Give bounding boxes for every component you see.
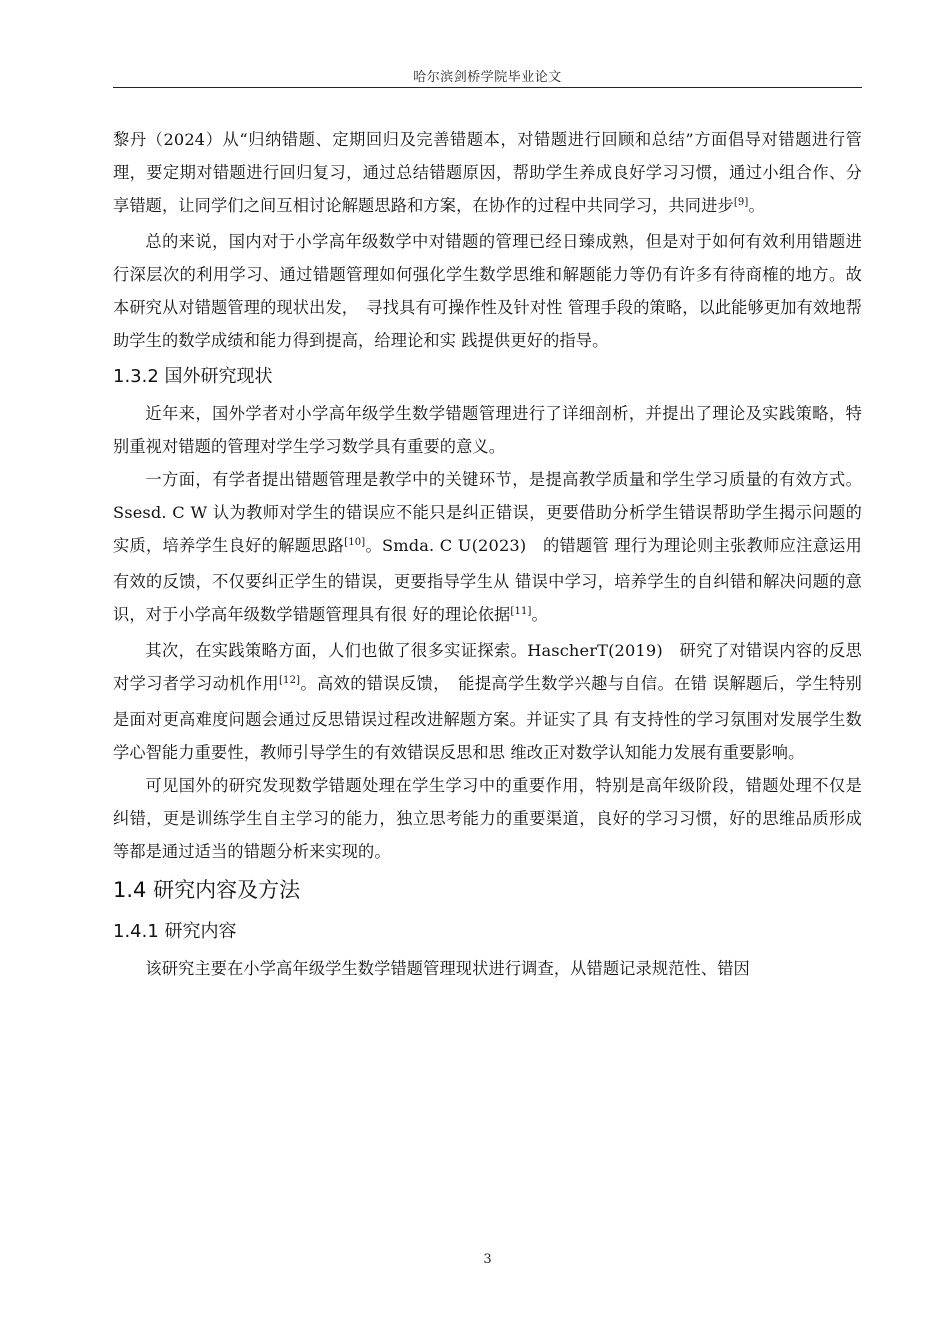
paragraph-foreign-theory bbox=[113, 463, 862, 634]
paragraph-research-content: 该研究主要在小学高年级学生数学错题管理现状进行调查，从错题记录规范性、错因 bbox=[145, 959, 750, 978]
paragraph-text: 一方面，有学者提出错题管理是教学中的关键环节，是提高教学质量和学生学习质量的有效方式。Ssesd. C W 认为教师对学生的错误应不能只是纠正错误，更要借助分析学生错误帮助学生揭示问题的实质，培养学生良好的解题思路 bbox=[113, 470, 862, 555]
citation-ref: [12] bbox=[279, 675, 301, 686]
citation-ref: [9] bbox=[733, 197, 749, 208]
paragraph-text: 。Smda. C U(2023) 的错题管 理行为理论则主张教师应注意运用有效的反馈，不仅要纠正学生的错误，更要指导学生从 错误中学习，培养学生的自纠错和解决问题的意识，对于小学高年级数学错题管理具有很 好的理论依据 bbox=[113, 536, 862, 624]
section-heading-1-4-1: 1.4.1 研究内容 bbox=[113, 921, 237, 942]
citation-ref: [10] bbox=[344, 537, 366, 548]
section-heading-1-4: 1.4 研究内容及方法 bbox=[113, 878, 301, 902]
paragraph-foreign-conclusion: 可见国外的研究发现数学错题处理在学生学习中的重要作用，特别是高年级阶段，错题处理不仅是纠错，更是训练学生自主学习的能力，独立思考能力的重要渠道，良好的学习习惯，好的思维品质形成等都是通过适当的错题分析来实现的。 bbox=[113, 776, 862, 861]
paragraph-foreign-practice bbox=[113, 634, 862, 769]
section-heading-1-3-2: 1.3.2 国外研究现状 bbox=[113, 366, 273, 387]
paragraph-tail: 。 bbox=[531, 605, 548, 624]
paragraph-tail: 。 bbox=[748, 196, 765, 215]
paragraph-foreign-intro: 近年来，国外学者对小学高年级学生数学错题管理进行了详细剖析，并提出了理论及实践策略，特别重视对错题的管理对学生学习数学具有重要的意义。 bbox=[113, 404, 862, 456]
page-number: 3 bbox=[483, 1252, 492, 1267]
running-header: 哈尔滨剑桥学院毕业论文 bbox=[413, 70, 562, 85]
paragraph-text: 黎丹（2024）从“归纳错题、定期回归及完善错题本，对错题进行回顾和总结”方面倡导对错题进行管理，要定期对错题进行回归复习，通过总结错题原因，帮助学生养成良好学习习惯，通过小组合作、分享错题，让同学们之间互相讨论解题思路和方案，在协作的过程中共同学习，共同进步 bbox=[113, 130, 862, 215]
page-body bbox=[113, 123, 862, 985]
paragraph-text: 其次，在实践策略方面，人们也做了很多实证探索。HascherT(2019) 研究了对错误内容的反思对学习者学习动机作用 bbox=[113, 641, 862, 693]
header-divider bbox=[113, 87, 862, 88]
citation-ref: [11] bbox=[510, 606, 532, 617]
paragraph-lidan bbox=[113, 123, 862, 225]
paragraph-text: 。高效的错误反馈， 能提高学生数学兴趣与自信。在错 误解题后，学生特别是面对更高难度问题会通过反思错误过程改进解题方案。并证实了具 有支持性的学习氛围对发展学生数学心智能力重要性，教师引导学生的有效错误反思和思 维改正对数学认知能力发展有重要影响。 bbox=[113, 674, 862, 762]
paragraph-summary-domestic: 总的来说，国内对于小学高年级数学中对错题的管理已经日臻成熟，但是对于如何有效利用错题进行深层次的利用学习、通过错题管理如何强化学生数学思维和解题能力等仍有许多有待商榷的地方。故本研究从对错题管理的现状出发， 寻找具有可操作性及针对性 管理手段的策略，以此能够更加有效地帮助学生的数学成绩和能力得到提高，给理论和实 践提供更好的指导。 bbox=[113, 232, 862, 350]
